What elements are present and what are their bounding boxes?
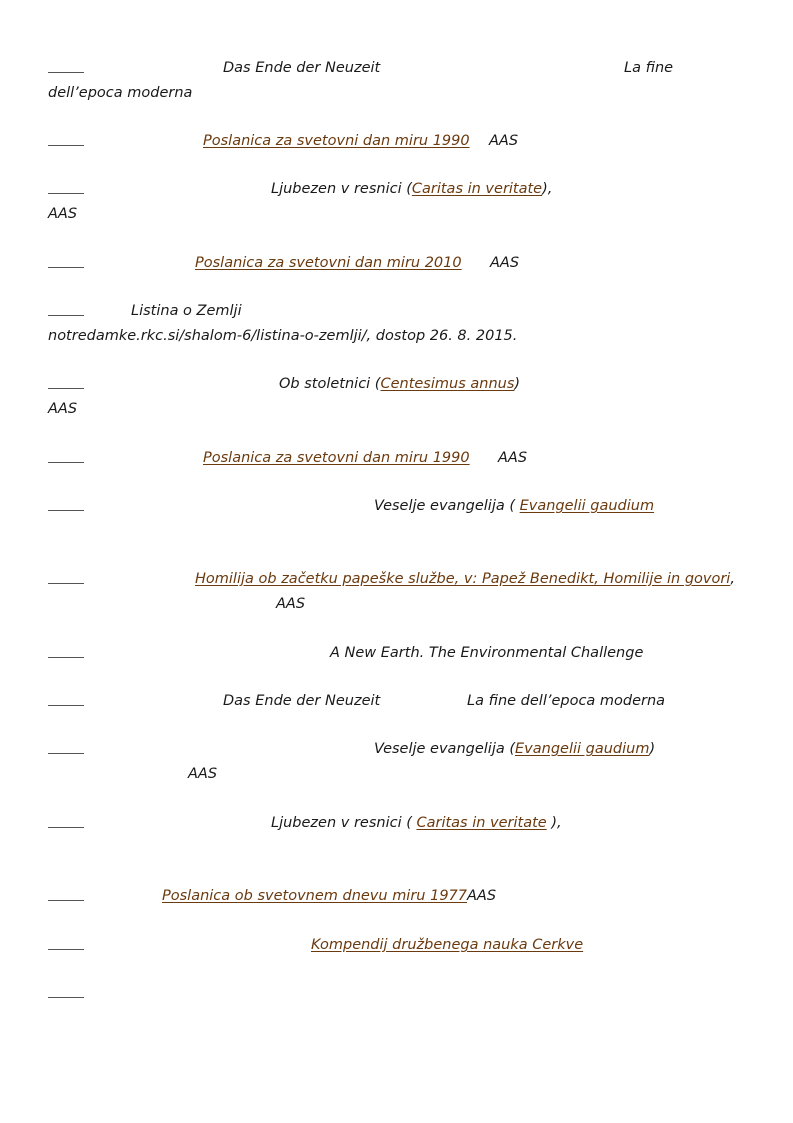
entry-text: AAS [48,206,78,222]
entry-text: Ljubezen v resnici ( [271,181,412,197]
footnote-blank [48,510,84,511]
reference-link[interactable]: Poslanica za svetovni dan miru 1990 [203,450,470,466]
entry-text: Veselje evangelija ( [374,498,520,514]
reference-link[interactable]: Centesimus annus [380,376,515,392]
footnote-blank [48,827,84,828]
reference-link[interactable]: Caritas in veritate [411,181,543,197]
entry-text: ), [546,815,562,831]
footnote-blank [48,193,84,194]
entry-text: ) [514,376,521,392]
reference-link[interactable]: Caritas in veritate [416,815,547,831]
footnote-blank [48,753,84,754]
entry-text: AAS [188,766,218,782]
entry-text: A New Earth. The Environmental Challenge [330,645,644,661]
footnote-blank [48,900,84,901]
entry-text: Ljubezen v resnici ( [271,815,417,831]
reference-link[interactable]: Homilija ob začetku papeške službe, v: Papež Benedikt, Homilije in govori [195,571,731,587]
footnote-blank [48,997,84,998]
entry-text: La fine [624,60,674,76]
footnote-blank [48,949,84,950]
entry-text: AAS [48,401,78,417]
footnote-blank [48,267,84,268]
footnote-blank [48,705,84,706]
entry-text: ) [649,741,656,757]
entry-text: La fine dell’epoca moderna [467,693,666,709]
entry-text: , [730,571,735,587]
footnote-blank [48,315,84,316]
footnote-blank [48,145,84,146]
reference-link[interactable]: Poslanica za svetovni dan miru 2010 [195,255,462,271]
entry-text: ), [542,181,553,197]
entry-text: Veselje evangelija ( [374,741,515,757]
reference-link[interactable]: Poslanica ob svetovnem dnevu miru 1977 [162,888,468,904]
reference-link[interactable]: Kompendij družbenega nauka Cerkve [311,937,584,953]
footnote-blank [48,657,84,658]
entry-text: dell’epoca moderna [48,85,193,101]
footnote-blank [48,388,84,389]
footnote-blank [48,583,84,584]
reference-link[interactable]: Evangelii gaudium [515,741,650,757]
reference-link[interactable]: Evangelii gaudium [519,498,655,514]
entry-text: Das Ende der Neuzeit [223,693,381,709]
entry-text: Das Ende der Neuzeit [223,60,381,76]
entry-text: AAS [276,596,306,612]
entry-text: Listina o Zemlji [131,303,242,319]
footnote-blank [48,72,84,73]
entry-text: AAS [498,450,528,466]
entry-url: notredamke.rkc.si/shalom-6/listina-o-zemlji/, dostop 26. 8. 2015. [48,328,518,344]
entry-text: Ob stoletnici ( [279,376,381,392]
entry-text: AAS [490,255,520,271]
entry-text: AAS [489,133,519,149]
footnote-blank [48,462,84,463]
reference-link[interactable]: Poslanica za svetovni dan miru 1990 [203,133,470,149]
entry-text: AAS [467,888,497,904]
